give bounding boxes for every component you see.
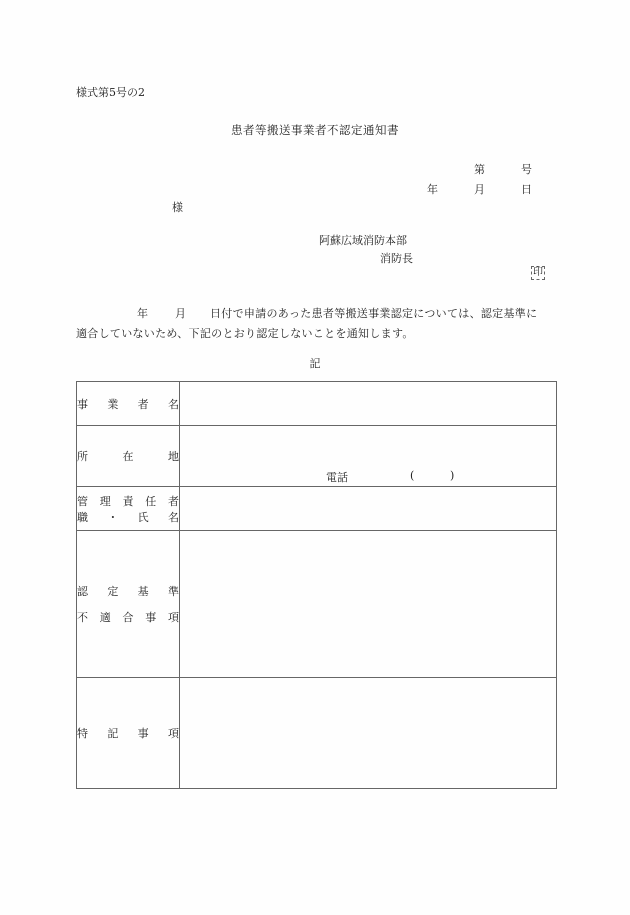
body-date-month: 月 [175, 307, 186, 320]
doc-number-go: 号 [521, 163, 532, 176]
label-manager [77, 487, 180, 531]
record-table [76, 381, 557, 789]
label-char: 事 [77, 397, 88, 411]
label-business-name [77, 382, 180, 426]
table-row-remarks [77, 678, 557, 789]
table-row-business-name [77, 382, 557, 426]
label-char: 任 [145, 494, 157, 508]
phone-paren-close: ) [450, 469, 455, 482]
label-char: 準 [167, 585, 179, 598]
label-char: 項 [168, 611, 179, 624]
phone-label: 電話 [326, 471, 348, 484]
label-nonconformity [77, 531, 180, 678]
label-char: 所 [77, 450, 88, 463]
location-field[interactable] [180, 426, 557, 487]
label-char: 管 [77, 494, 88, 508]
label-char: 特 [77, 727, 88, 740]
date-day: 日 [521, 183, 532, 196]
label-char: 合 [122, 611, 134, 624]
sender-title: 消防長 [380, 252, 413, 265]
label-char: 地 [168, 450, 179, 463]
table-row-nonconformity [77, 531, 557, 678]
label-char: 定 [107, 585, 119, 598]
label-char: 名 [167, 510, 179, 524]
ki-heading: 記 [309, 357, 321, 370]
label-char: 在 [122, 450, 134, 463]
label-char: 者 [168, 494, 179, 508]
label-char: 認 [77, 585, 88, 598]
addressee-suffix: 様 [172, 201, 183, 214]
label-char: ・ [107, 510, 119, 524]
label-char: 氏 [137, 510, 149, 524]
label-char: 業 [107, 397, 119, 411]
label-char: 者 [137, 397, 149, 411]
label-char: 責 [122, 494, 134, 508]
phone-paren-open: ( [410, 469, 415, 482]
body-date-year: 年 [137, 307, 148, 320]
label-char: 事 [137, 727, 149, 740]
date-year: 年 [427, 183, 438, 196]
label-char: 事 [145, 611, 157, 624]
form-number: 様式第5号の2 [76, 86, 145, 99]
sender-organization: 阿蘇広域消防本部 [319, 234, 407, 247]
label-char: 適 [99, 611, 111, 624]
document-title: 患者等搬送事業者不認定通知書 [231, 123, 399, 137]
phone-line [326, 469, 455, 485]
label-char: 名 [167, 397, 179, 411]
label-char: 理 [99, 494, 111, 508]
body-line1: 日付で申請のあった患者等搬送事業認定については、認定基準に [210, 307, 538, 320]
label-char: 基 [137, 585, 149, 598]
label-char: 記 [107, 727, 119, 740]
business-name-field[interactable] [180, 382, 557, 426]
seal-mark: 印 [533, 267, 543, 278]
label-char: 項 [167, 727, 179, 740]
table-row-location [77, 426, 557, 487]
label-char: 職 [77, 510, 88, 524]
nonconformity-field[interactable] [180, 531, 557, 678]
body-line2: 適合していないため、下記のとおり認定しないことを通知します。 [76, 327, 414, 340]
manager-field[interactable] [180, 487, 557, 531]
label-location [77, 426, 180, 487]
label-char: 不 [77, 611, 88, 624]
table-row-manager [77, 487, 557, 531]
label-remarks [77, 678, 180, 789]
doc-number-dai: 第 [474, 163, 485, 176]
date-month: 月 [474, 183, 485, 196]
remarks-field[interactable] [180, 678, 557, 789]
